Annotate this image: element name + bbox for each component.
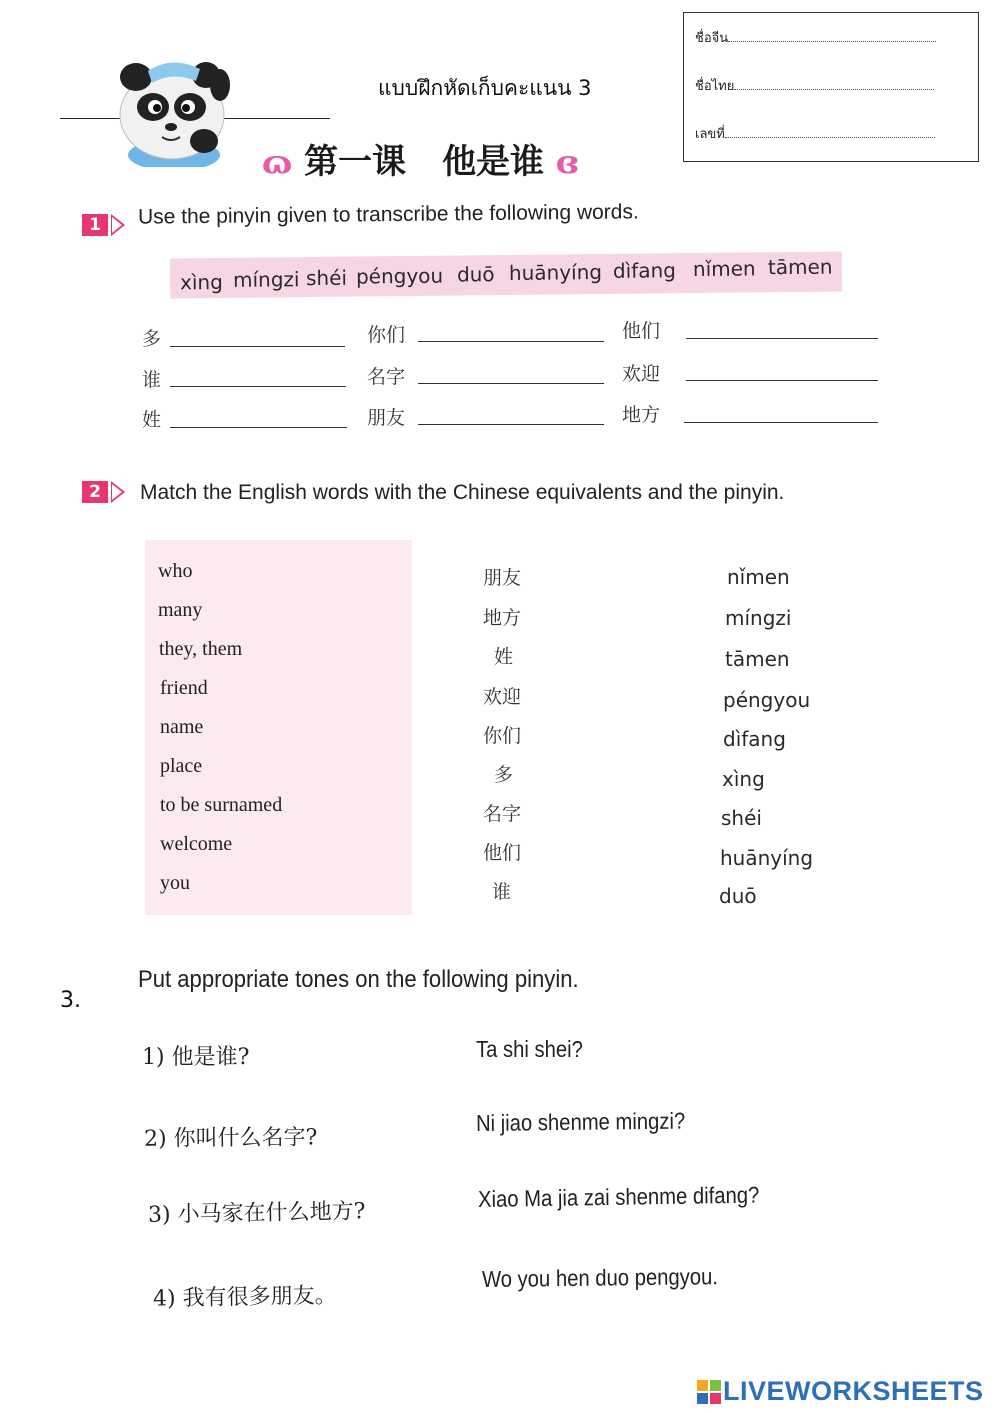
match-english-item[interactable]: you xyxy=(160,872,190,894)
match-chinese-item[interactable]: 谁 xyxy=(492,881,512,903)
match-english-item[interactable]: to be surnamed xyxy=(160,794,283,816)
lesson-title xyxy=(262,134,579,183)
match-pinyin-item[interactable]: shéi xyxy=(721,806,762,830)
match-pinyin-item[interactable]: duō xyxy=(719,884,757,908)
section2-arrow-icon xyxy=(111,481,125,503)
match-pinyin-item[interactable]: huānyíng xyxy=(720,846,814,870)
match-english-item[interactable]: who xyxy=(158,560,193,582)
match-english-item[interactable]: many xyxy=(158,599,203,621)
match-english-item[interactable]: place xyxy=(160,755,203,777)
pinyin-bank-item: xìng xyxy=(179,269,223,295)
answer-line[interactable] xyxy=(686,338,878,339)
lesson-number: 第一课 xyxy=(304,142,407,182)
answer-line[interactable] xyxy=(170,346,345,347)
section3-instruction: Put appropriate tones on the following pinyin. xyxy=(138,966,579,993)
match-pinyin-item[interactable]: míngzi xyxy=(725,606,792,630)
question-pinyin[interactable]: Xiao Ma jia zai shenme difang? xyxy=(477,1181,760,1212)
question-chinese: 3) 小马家在什么地方? xyxy=(147,1199,366,1228)
pinyin-word-bank xyxy=(170,251,842,298)
fill-word: 他们 xyxy=(622,320,661,342)
section3-number: 3. xyxy=(60,988,81,1013)
question-chinese: 2) 你叫什么名字? xyxy=(143,1125,318,1152)
left-ornament-icon: ɷ xyxy=(262,143,293,181)
question-chinese: 1) 他是谁? xyxy=(142,1045,250,1070)
match-pinyin-item[interactable]: nǐmen xyxy=(727,565,790,589)
match-english-item[interactable]: they, them xyxy=(159,638,243,660)
pinyin-bank-item: duō xyxy=(456,262,495,287)
fill-word: 谁 xyxy=(142,369,162,391)
right-ornament-icon: ɞ xyxy=(555,143,579,181)
thai-name-label: ชื่อไทย xyxy=(695,79,735,94)
match-pinyin-item[interactable]: xìng xyxy=(722,767,765,791)
answer-line[interactable] xyxy=(418,383,604,384)
answer-line[interactable] xyxy=(170,427,347,428)
section1-number-badge: 1 xyxy=(82,214,108,236)
liveworksheets-logo-icon xyxy=(697,1380,721,1404)
match-chinese-item[interactable]: 他们 xyxy=(483,842,522,864)
match-chinese-item[interactable]: 名字 xyxy=(483,803,522,825)
match-pinyin-item[interactable]: péngyou xyxy=(723,688,811,712)
fill-word: 姓 xyxy=(142,409,162,431)
answer-line[interactable] xyxy=(686,380,878,381)
section2-number-badge: 2 xyxy=(82,481,108,503)
match-pinyin-item[interactable]: dìfang xyxy=(723,727,786,751)
chinese-name-field[interactable] xyxy=(695,27,936,48)
student-info-box xyxy=(683,12,979,162)
panda-mascot-icon xyxy=(108,55,236,167)
match-chinese-item[interactable]: 多 xyxy=(494,764,514,786)
question-pinyin[interactable]: Wo you hen duo pengyou. xyxy=(481,1263,719,1292)
match-english-item[interactable]: welcome xyxy=(160,833,233,855)
chinese-name-label: ชื่อจีน xyxy=(695,31,729,46)
match-chinese-item[interactable]: 地方 xyxy=(483,607,522,629)
pinyin-bank-item: nǐmen xyxy=(692,256,756,282)
brand-name: LIVEWORKSHEETS xyxy=(723,1376,984,1406)
match-chinese-item[interactable]: 欢迎 xyxy=(483,686,522,708)
lesson-name: 他是谁 xyxy=(442,142,545,182)
pinyin-bank-item: huānyíng xyxy=(508,259,603,285)
fill-word: 朋友 xyxy=(367,407,406,429)
question-pinyin[interactable]: Ta shi shei? xyxy=(476,1036,583,1062)
question-pinyin[interactable]: Ni jiao shenme mingzi? xyxy=(475,1107,686,1136)
section2-instruction: Match the English words with the Chinese equivalents and the pinyin. xyxy=(140,481,785,504)
section1-instruction: Use the pinyin given to transcribe the following words. xyxy=(137,200,639,229)
answer-line[interactable] xyxy=(418,424,604,425)
pinyin-bank-item: tāmen xyxy=(767,254,833,280)
answer-line[interactable] xyxy=(170,386,346,387)
fill-word: 地方 xyxy=(622,404,661,426)
fill-word: 欢迎 xyxy=(622,363,661,385)
match-chinese-item[interactable]: 你们 xyxy=(483,725,522,747)
match-chinese-item[interactable]: 朋友 xyxy=(483,567,522,589)
question-chinese: 4) 我有很多朋友。 xyxy=(152,1283,337,1312)
student-number-label: เลขที่ xyxy=(695,127,725,142)
answer-line[interactable] xyxy=(684,422,878,423)
pinyin-bank-item: dìfang xyxy=(612,258,677,283)
match-chinese-item[interactable]: 姓 xyxy=(494,646,514,668)
thai-name-field[interactable] xyxy=(695,75,934,96)
fill-word: 你们 xyxy=(367,324,406,346)
match-pinyin-item[interactable]: tāmen xyxy=(725,647,790,671)
pinyin-bank-item: péngyou xyxy=(355,263,444,289)
section1-arrow-icon xyxy=(111,214,125,236)
pinyin-bank-item: míngzi xyxy=(232,267,300,292)
student-number-field[interactable] xyxy=(695,123,935,144)
fill-word: 名字 xyxy=(367,366,406,388)
fill-word: 多 xyxy=(142,328,162,350)
answer-line[interactable] xyxy=(418,341,604,342)
sheet-title: แบบฝึกหัดเก็บคะแนน 3 xyxy=(378,76,592,100)
liveworksheets-brand xyxy=(697,1376,984,1407)
pinyin-bank-item: shéi xyxy=(305,265,348,291)
match-english-item[interactable]: friend xyxy=(160,677,208,699)
match-english-item[interactable]: name xyxy=(160,716,204,738)
